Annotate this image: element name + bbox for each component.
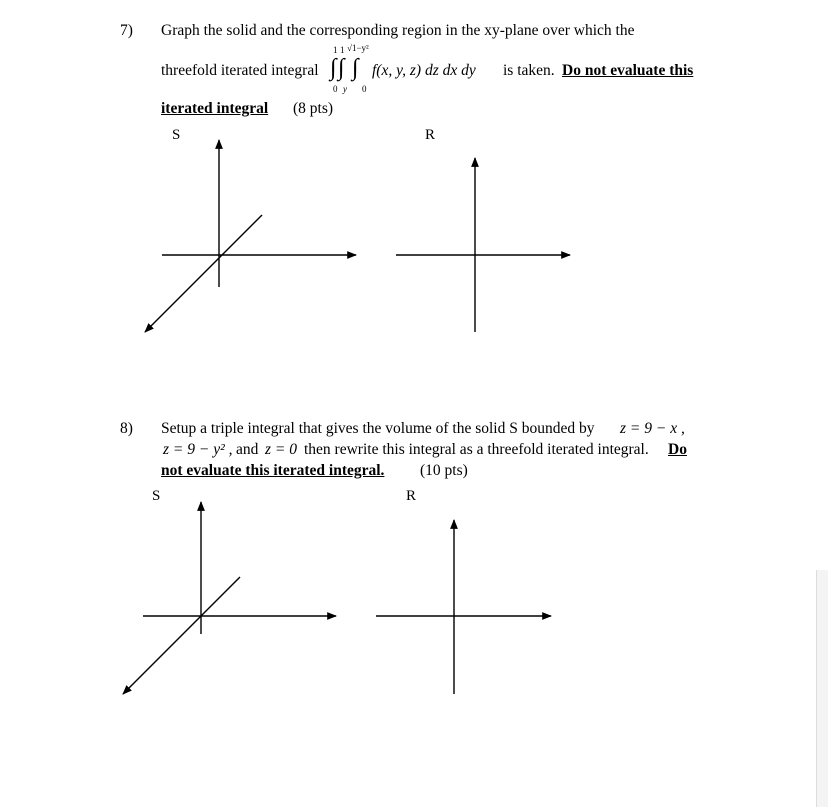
problem-8-label-s: S bbox=[152, 488, 161, 504]
problem-8-line2: then rewrite this integral as a threefold iterated integral. bbox=[304, 441, 649, 458]
lower-limit-middle: y bbox=[343, 84, 347, 94]
problem-7-points: (8 pts) bbox=[293, 100, 334, 117]
problem-7-line2-prefix: threefold iterated integral bbox=[161, 62, 319, 79]
lower-limit-inner: 0 bbox=[362, 84, 367, 94]
upper-limit-inner: √1−y² bbox=[347, 43, 369, 53]
p8-3d-x-axis bbox=[123, 577, 240, 694]
problem-7-label-r: R bbox=[425, 127, 436, 143]
vertical-scrollbar[interactable] bbox=[816, 570, 828, 807]
problem-8-line1: Setup a triple integral that gives the volume of the solid S bounded by bbox=[161, 420, 595, 437]
p8-3d-axes bbox=[123, 502, 336, 694]
problem-8-eq1: z = 9 − x , bbox=[620, 420, 685, 437]
problem-7-line1: Graph the solid and the corresponding region in the xy-plane over which the bbox=[161, 22, 635, 39]
problem-7-bold-line2: iterated integral bbox=[161, 100, 269, 117]
integral-sign-3: ∫ bbox=[352, 55, 359, 81]
problem-8-points: (10 pts) bbox=[420, 462, 468, 479]
lower-limit-outer: 0 bbox=[333, 84, 338, 94]
problem-8-label-r: R bbox=[406, 488, 417, 504]
problem-7-bold-line1: Do not evaluate this bbox=[562, 62, 694, 79]
p8-2d-axes bbox=[376, 520, 551, 694]
problem-8-bold-line3: not evaluate this iterated integral. bbox=[161, 462, 385, 479]
integral-sign-1: ∫ bbox=[330, 55, 337, 81]
integrand: f(x, y, z) dz dx dy bbox=[372, 62, 476, 79]
p7-2d-axes bbox=[396, 158, 570, 332]
problem-8-eq2: z = 9 − y² , bbox=[163, 441, 233, 458]
p7-3d-x-axis bbox=[145, 215, 262, 332]
problem-8-and: and bbox=[236, 441, 259, 458]
upper-limit-outer: 1 bbox=[333, 45, 338, 55]
problem-7-line2-suffix: is taken. bbox=[503, 62, 555, 79]
problem-8-eq3: z = 0 bbox=[265, 441, 297, 458]
integral-sign-2: ∫ bbox=[338, 55, 345, 81]
upper-limit-middle: 1 bbox=[340, 45, 345, 55]
problem-8-number: 8) bbox=[120, 420, 133, 437]
p7-3d-axes bbox=[145, 140, 356, 332]
problem-8-bold-do: Do bbox=[668, 441, 687, 458]
problem-7-number: 7) bbox=[120, 22, 133, 39]
problem-7-label-s: S bbox=[172, 127, 181, 143]
